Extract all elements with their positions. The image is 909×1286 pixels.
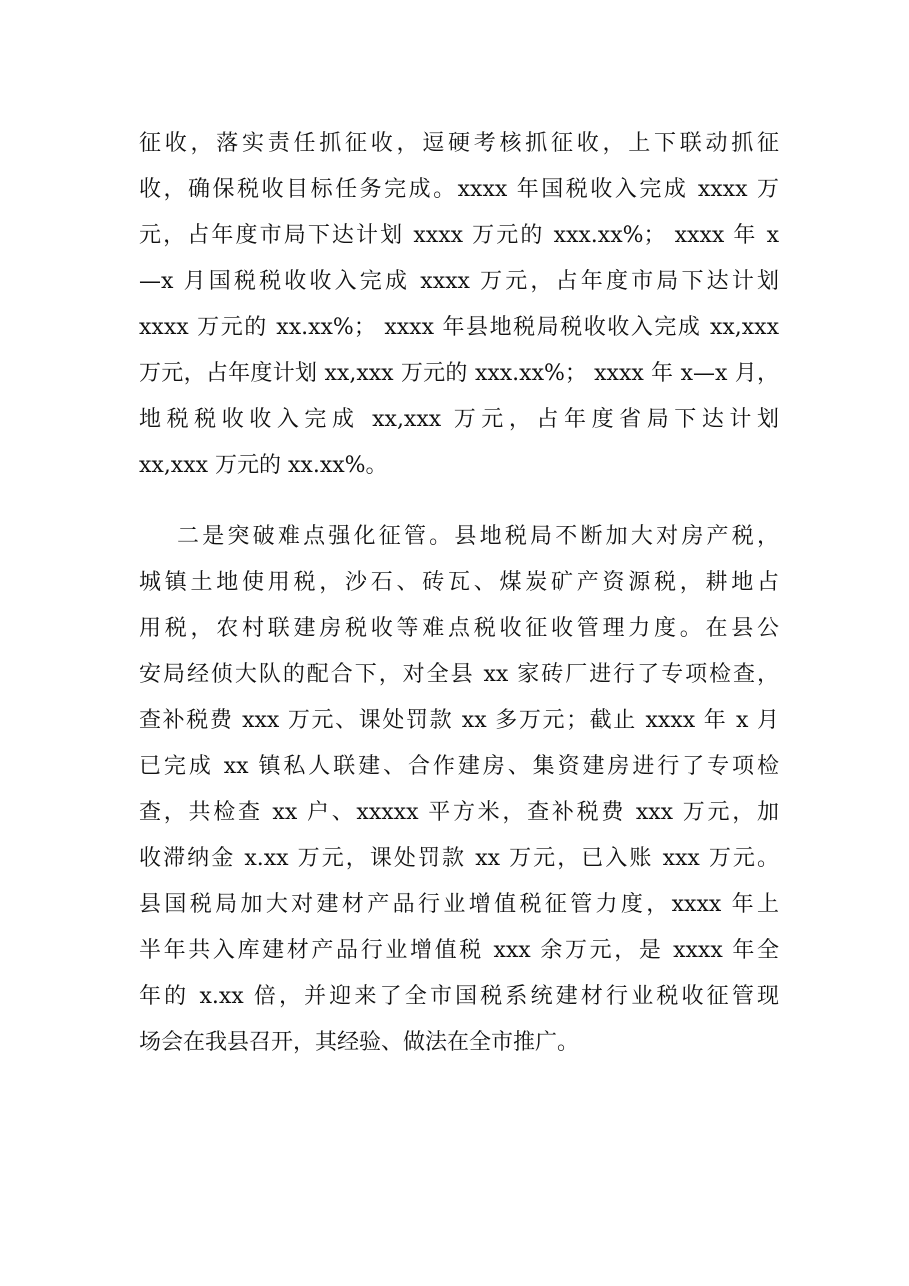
paragraph-line: 征收，落实责任抓征收，逗硬考核抓征收，上下联动抓征 (139, 131, 779, 156)
paragraph-line: 场会在我县召开，其经验、做法在全市推广。 (139, 1030, 580, 1055)
paragraph-line: 年的 x.xx 倍，并迎来了全市国税系统建材行业税收征管现 (139, 984, 779, 1009)
paragraph-1 (139, 121, 779, 489)
paragraph-line: 半年共入库建材产品行业增值税 xxx 余万元，是 xxxx 年全 (139, 938, 779, 963)
paragraph-line: 收滞纳金 x.xx 万元，课处罚款 xx 万元，已入账 xxx 万元。 (139, 846, 779, 871)
paragraph-line: 已完成 xx 镇私人联建、合作建房、集资建房进行了专项检 (139, 754, 779, 779)
paragraph-line: 查补税费 xxx 万元、课处罚款 xx 多万元；截止 xxxx 年 x 月 (139, 708, 779, 733)
paragraph-line: xxxx 万元的 xx.xx%； xxxx 年县地税局税收收入完成 xx,xxx (139, 315, 779, 340)
paragraph-line: 地税税收收入完成 xx,xxx 万元，占年度省局下达计划 (139, 407, 779, 432)
paragraph-line: 安局经侦大队的配合下，对全县 xx 家砖厂进行了专项检查， (139, 662, 779, 687)
paragraph-line: 万元，占年度计划 xx,xxx 万元的 xxx.xx%； xxxx 年 x—x 月， (139, 361, 779, 386)
paragraph-line: —x 月国税税收收入完成 xxxx 万元，占年度市局下达计划 (139, 269, 779, 294)
paragraph-first-line: 二是突破难点强化征管。县地税局不断加大对房产税， (177, 524, 779, 549)
paragraph-line: 查，共检查 xx 户、xxxxx 平方米，查补税费 xxx 万元，加 (139, 800, 779, 825)
paragraph-line: 用税，农村联建房税收等难点税收征收管理力度。在县公 (139, 616, 779, 641)
paragraph-line: 县国税局加大对建材产品行业增值税征管力度，xxxx 年上 (139, 892, 779, 917)
paragraph-line: 收，确保税收目标任务完成。xxxx 年国税收入完成 xxxx 万 (139, 177, 779, 202)
paragraph-line: xx,xxx 万元的 xx.xx%。 (139, 453, 388, 478)
paragraph-2 (139, 514, 779, 1066)
paragraph-line: 元，占年度市局下达计划 xxxx 万元的 xxx.xx%； xxxx 年 x (139, 223, 779, 248)
paragraph-line: 城镇土地使用税，沙石、砖瓦、煤炭矿产资源税，耕地占 (139, 570, 779, 595)
